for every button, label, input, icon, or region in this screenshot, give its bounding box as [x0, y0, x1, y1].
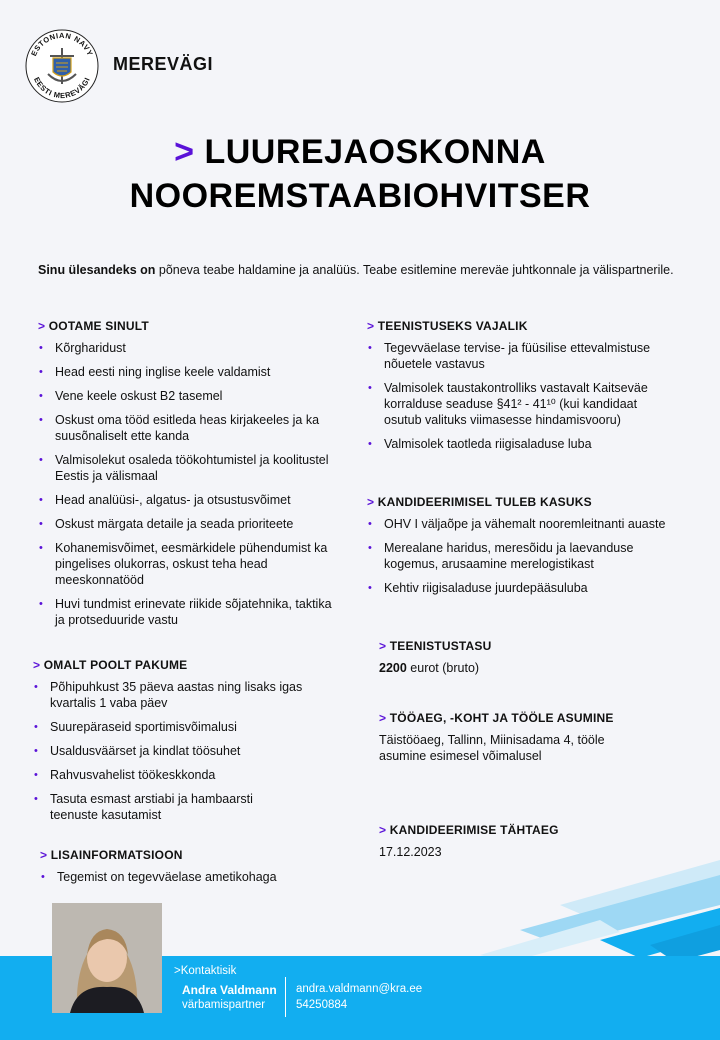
- brand-name: MEREVÄGI: [113, 54, 214, 74]
- navy-logo: [24, 28, 100, 104]
- contact-divider: [285, 977, 286, 1017]
- list-item: • Tegemist on tegevväelase ametikohaga: [40, 869, 330, 885]
- list-item: • Valmisolek taotleda riigisaladuse luba: [367, 436, 672, 452]
- intro-text: põneva teabe haldamine ja analüüs. Teabe esitlemine mereväe juhtkonnale ja välispartnerile.: [155, 263, 674, 277]
- salary-value: 2200 eurot (bruto): [379, 661, 480, 675]
- list-item: • Oskust oma tööd esitleda heas kirjakeeles ja ka suusõnaliselt ette kanda: [38, 412, 343, 444]
- list-item: • Tasuta esmast arstiabi ja hambaarsti teenuste kasutamist: [33, 791, 303, 823]
- list-item: • Rahvusvahelist töökeskkonda: [33, 767, 303, 783]
- offer-list: [33, 679, 303, 823]
- section-more-heading: > LISAINFORMATSIOON: [40, 848, 183, 862]
- section-worktime: [379, 710, 649, 764]
- list-item: • Tegevväelase tervise- ja füüsilise ettevalmistuse nõuetele vastavus: [367, 340, 672, 372]
- section-offer: [33, 657, 303, 831]
- worktime-text: Täistööaeg, Tallinn, Miinisadama 4, tööle asumine esimesel võimalusel: [379, 733, 605, 763]
- contact-name: Andra Valdmann: [182, 983, 277, 997]
- list-item: • Valmisolek taustakontrolliks vastavalt Kaitseväe korralduse seaduse §41² - 41¹⁰ (kui kandidaat osutub valituks viimasesse hindamisvooru): [367, 380, 672, 428]
- list-item: • OHV I väljaõpe ja vähemalt nooremleitnanti auaste: [367, 516, 667, 532]
- contact-photo: [52, 903, 162, 1013]
- contact-email-link[interactable]: andra.valdmann@kra.ee: [296, 983, 423, 995]
- section-expect-heading: > OOTAME SINULT: [38, 319, 149, 333]
- section-plus: [367, 494, 667, 604]
- contact-role: värbamispartner: [182, 999, 266, 1011]
- list-item: • Suurepäraseid sportimisvõimalusi: [33, 719, 303, 735]
- section-offer-heading: > OMALT POOLT PAKUME: [33, 658, 188, 672]
- list-item: • Kehtiv riigisaladuse juurdepääsuluba: [367, 580, 667, 596]
- section-more-info: [40, 847, 330, 893]
- list-item: • Vene keele oskust B2 tasemel: [38, 388, 343, 404]
- list-item: • Head analüüsi-, algatus- ja otsustusvõimet: [38, 492, 343, 508]
- more-list: [40, 869, 330, 885]
- title-line-2: NOOREMSTAABIOHVITSER: [129, 177, 591, 215]
- section-salary: [379, 638, 669, 676]
- required-list: [367, 340, 672, 452]
- list-item: • Põhipuhkust 35 päeva aastas ning lisaks igas kvartalis 1 vaba päev: [33, 679, 303, 711]
- list-item: • Head eesti ning inglise keele valdamist: [38, 364, 343, 380]
- section-deadline: [379, 822, 649, 860]
- intro-lead: Sinu ülesandeks on: [38, 263, 156, 277]
- list-item: • Kõrgharidust: [38, 340, 343, 356]
- contact-phone[interactable]: 54250884: [296, 999, 348, 1011]
- intro-paragraph: [38, 262, 678, 279]
- deadline-date: 17.12.2023: [379, 845, 442, 859]
- list-item: • Oskust märgata detaile ja seada prioriteete: [38, 516, 343, 532]
- list-item: • Usaldusväärset ja kindlat töösuhet: [33, 743, 303, 759]
- logo-bottom-text: EESTI MEREVÄGI: [32, 75, 92, 101]
- section-required: [367, 318, 672, 460]
- logo-top-text: ESTONIAN NAVY: [29, 30, 95, 58]
- section-plus-heading: > KANDIDEERIMISEL TULEB KASUKS: [367, 495, 592, 509]
- expect-list: [38, 340, 343, 628]
- plus-list: [367, 516, 667, 596]
- list-item: • Huvi tundmist erinevate riikide sõjatehnika, taktika ja protseduuride vastu: [38, 596, 343, 628]
- section-required-heading: > TEENISTUSEKS VAJALIK: [367, 319, 528, 333]
- section-deadline-heading: > KANDIDEERIMISE TÄHTAEG: [379, 823, 559, 837]
- list-item: • Valmisolekut osaleda töökohtumistel ja koolitustel Eestis ja välismaal: [38, 452, 343, 484]
- page-title: [0, 130, 720, 218]
- section-worktime-heading: > TÖÖAEG, -KOHT JA TÖÖLE ASUMINE: [379, 711, 614, 725]
- section-expect: [38, 318, 343, 636]
- contact-tag: >Kontaktisik: [174, 965, 237, 977]
- list-item: • Kohanemisvõimet, eesmärkidele pühendumist ka pingelises olukorras, oskust teha head meeskonnatööd: [38, 540, 343, 588]
- title-marker: >: [174, 133, 195, 171]
- list-item: • Merealane haridus, meresõidu ja laevanduse kogemus, arusaamine merelogistikast: [367, 540, 667, 572]
- section-salary-heading: > TEENISTUSTASU: [379, 639, 492, 653]
- title-line-1: LUUREJAOSKONNA: [204, 133, 546, 171]
